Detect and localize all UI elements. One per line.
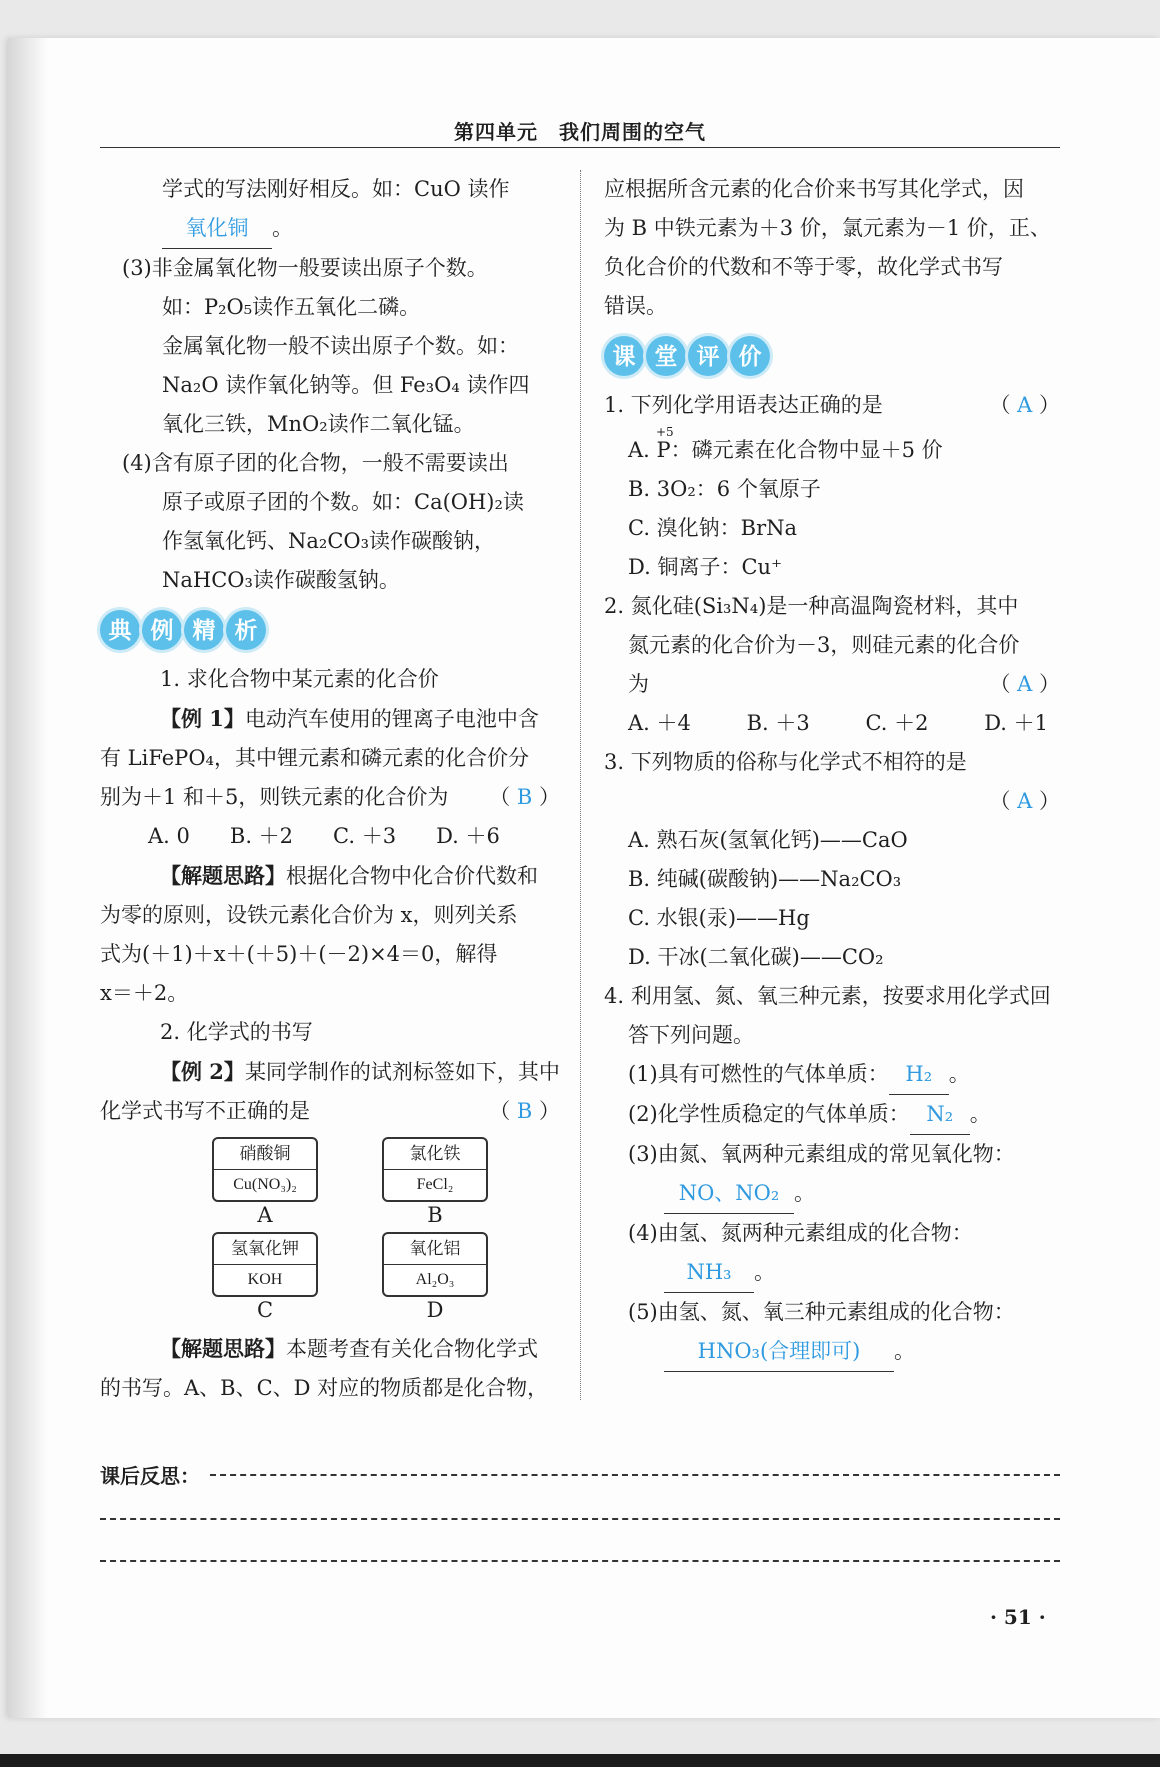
reagent-label-b [350, 1137, 520, 1228]
label-name: 氯化铁 [384, 1139, 486, 1170]
label-formula: KOH [247, 1271, 283, 1288]
answer-value: A [1017, 393, 1033, 417]
answer-blank: HNO₃(合理即可) [664, 1332, 894, 1372]
text-line: 答下列问题。 [628, 1023, 754, 1047]
label-box [382, 1137, 488, 1202]
option: D. ＋6 [436, 824, 500, 848]
option: A. 0 [148, 824, 190, 848]
reflection-line[interactable] [100, 1518, 1060, 1520]
text-line: 氧化三铁，MnO₂读作二氧化锰。 [162, 412, 475, 436]
label-name: 氢氧化钾 [214, 1234, 316, 1265]
reflection-line[interactable] [210, 1474, 1060, 1476]
column-divider [580, 170, 581, 1400]
text-line: 式为(＋1)＋x＋(＋5)＋(－2)×4＝0，解得 [100, 942, 498, 966]
text-line: NaHCO₃读作碳酸氢钠。 [162, 568, 400, 592]
reagent-label-d [350, 1232, 520, 1323]
answer-blank: NO、NO₂ [664, 1174, 794, 1214]
reflection-line[interactable] [100, 1560, 1060, 1562]
right-column [604, 170, 1060, 1372]
page-header-title: 第四单元 我们周围的空气 [454, 120, 706, 144]
text-line: 别为＋1 和＋5，则铁元素的化合价为 （ B ） [100, 785, 560, 809]
banner-char: 析 [226, 610, 266, 650]
sub-question: (2)化学性质稳定的气体单质： N₂ 。 [604, 1095, 1060, 1135]
answer-value: A [1017, 789, 1033, 813]
option: C. ＋3 [333, 824, 397, 848]
text-line: NH₃ 。 [604, 1253, 1060, 1293]
text-line: 作氢氧化钙、Na₂CO₃读作碳酸钠， [162, 529, 496, 553]
text-line: 金属氧化物一般不读出原子个数。如： [162, 334, 519, 358]
binding-shadow [8, 38, 48, 1718]
option: A. ＋4 [628, 711, 691, 735]
label-formula: Al₂O₃ [415, 1271, 455, 1288]
text-line: 为 （ A ） [628, 672, 1060, 696]
option: B. ＋2 [229, 824, 294, 848]
label-formula: Cu(NO₃)₂ [233, 1176, 297, 1193]
question-3: 3. 下列物质的俗称与化学式不相符的是 [604, 750, 967, 774]
topic-heading: 2. 化学式的书写 [160, 1020, 313, 1044]
text-line: 【解题思路】本题考查有关化合物化学式 [160, 1336, 538, 1361]
banner-char: 评 [688, 336, 728, 376]
answer-value: A [1017, 672, 1033, 696]
reagent-label-c [180, 1232, 350, 1323]
example-tag: 【例 2】 [160, 1059, 245, 1084]
banner-char: 课 [604, 336, 644, 376]
label-box [212, 1137, 318, 1202]
text-line: (3)非金属氧化物一般要读出原子个数。 [122, 256, 488, 280]
sub-question: (1)具有可燃性的气体单质： H₂ 。 [604, 1055, 1060, 1095]
reagent-labels [180, 1137, 560, 1323]
answer-value: B [516, 1099, 533, 1123]
text-line: 【解题思路】根据化合物中化合价代数和 [160, 863, 538, 888]
example-tag: 【例 1】 [160, 706, 245, 731]
banner-char: 典 [100, 610, 140, 650]
text-line: 氮元素的化合价为－3，则硅元素的化合价 [628, 633, 1020, 657]
sub-question: (5)由氢、氮、氧三种元素组成的化合物： [628, 1300, 1015, 1324]
answer-blank: 氧化铜 [162, 209, 272, 249]
reagent-label-a [180, 1137, 350, 1228]
bottom-bar [0, 1754, 1160, 1767]
answer-value: B [516, 785, 533, 809]
option: +5 A. P：磷元素在化合物中显＋5 价 [604, 431, 1060, 470]
left-column [100, 170, 560, 1408]
page-number: · 51 · [990, 1605, 1046, 1629]
label-name: 氧化铝 [384, 1234, 486, 1265]
text-line: x＝＋2。 [100, 981, 189, 1005]
solution-tag: 【解题思路】 [160, 863, 286, 888]
answer-blank: NH₃ [664, 1253, 754, 1293]
text-line: 的书写。A、B、C、D 对应的物质都是化合物， [100, 1376, 549, 1400]
option: C. 溴化钠：BrNa [628, 516, 798, 540]
option: B. 纯碱(碳酸钠)——Na₂CO₃ [628, 867, 902, 891]
label-formula: FeCl₂ [416, 1176, 454, 1193]
header-rule [100, 147, 1060, 148]
text-line: （ A ） [989, 789, 1060, 813]
banner-char: 堂 [646, 336, 686, 376]
question-2: 2. 氮化硅(Si₃N₄)是一种高温陶瓷材料，其中 [604, 594, 1019, 618]
text-line: 错误。 [604, 294, 667, 318]
banner-char: 精 [184, 610, 224, 650]
label-box [212, 1232, 318, 1297]
label-name: 硝酸铜 [214, 1139, 316, 1170]
text-line: 学式的写法刚好相反。如：CuO 读作 [162, 177, 510, 201]
option: B. 3O₂：6 个氧原子 [628, 477, 821, 501]
section-banner-examples [100, 610, 560, 650]
option: C. 水银(汞)——Hg [628, 906, 810, 930]
text-line: HNO₃(合理即可) 。 [604, 1332, 1060, 1372]
text-line: 化学式书写不正确的是 （ B ） [100, 1099, 560, 1123]
option: B. ＋3 [746, 711, 810, 735]
answer-blank: H₂ [889, 1055, 949, 1095]
sub-question: (3)由氮、氧两种元素组成的常见氧化物： [628, 1142, 1015, 1166]
topic-heading: 1. 求化合物中某元素的化合价 [160, 667, 439, 691]
reflection-label: 课后反思： [100, 1464, 200, 1488]
option: D. ＋1 [984, 711, 1048, 735]
label-box [382, 1232, 488, 1297]
option: D. 铜离子：Cu⁺ [628, 555, 783, 579]
option: C. ＋2 [865, 711, 929, 735]
label-caption: C [256, 1298, 274, 1322]
text-line: 如：P₂O₅读作五氧化二磷。 [162, 295, 421, 319]
text-line: 为零的原则，设铁元素化合价为 x，则列关系 [100, 903, 518, 927]
section-banner-class-eval [604, 336, 1060, 376]
banner-char: 价 [730, 336, 770, 376]
question-4: 4. 利用氢、氮、氧三种元素，按要求用化学式回 [604, 984, 1051, 1008]
text-line: 原子或原子团的个数。如：Ca(OH)₂读 [162, 490, 524, 514]
sub-question: (4)由氢、氮两种元素组成的化合物： [628, 1221, 973, 1245]
label-caption: B [427, 1203, 443, 1227]
option: D. 干冰(二氧化碳)——CO₂ [628, 945, 884, 969]
question-1: 1. 下列化学用语表达正确的是 （ A ） [604, 393, 1060, 417]
text-line: 氧化铜 。 [100, 209, 560, 249]
solution-tag: 【解题思路】 [160, 1336, 286, 1361]
text-line: (4)含有原子团的化合物，一般不需要读出 [122, 451, 509, 475]
text-line: 有 LiFePO₄，其中锂元素和磷元素的化合价分 [100, 746, 529, 770]
text-line: 【例 1】电动汽车使用的锂离子电池中含 [160, 706, 539, 731]
option: A. 熟石灰(氢氧化钙)——CaO [628, 828, 908, 852]
text-line: NO、NO₂ 。 [604, 1174, 1060, 1214]
valence-superscript: +5 [656, 425, 674, 439]
label-caption: A [257, 1203, 273, 1227]
options-row [604, 704, 1060, 743]
text-line: 【例 2】某同学制作的试剂标签如下，其中 [160, 1059, 560, 1084]
options-row [100, 817, 560, 856]
label-caption: D [426, 1298, 444, 1322]
text-line: 负化合价的代数和不等于零，故化学式书写 [604, 255, 1003, 279]
text-line: 为 B 中铁元素为＋3 价，氯元素为－1 价，正、 [604, 216, 1051, 240]
text-line: Na₂O 读作氧化钠等。但 Fe₃O₄ 读作四 [162, 373, 530, 397]
banner-char: 例 [142, 610, 182, 650]
answer-blank: N₂ [910, 1095, 970, 1135]
text-line: 应根据所含元素的化合价来书写其化学式，因 [604, 177, 1024, 201]
